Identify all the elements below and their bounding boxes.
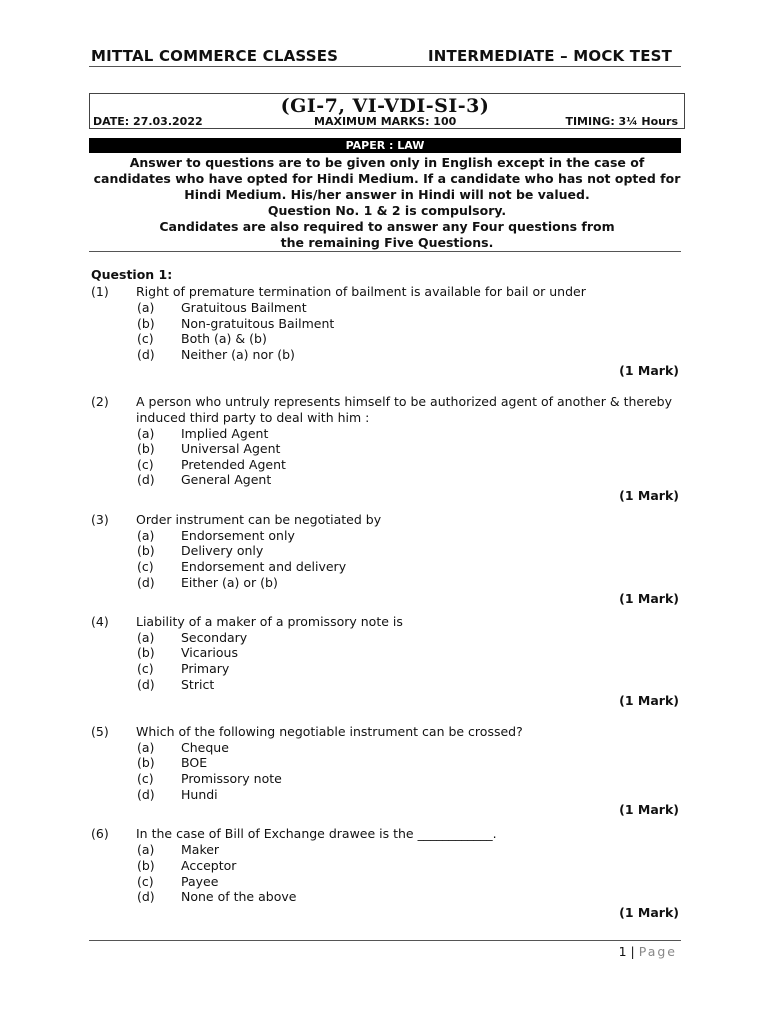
option-label: (c) (137, 661, 154, 676)
instruction-line: Candidates are also required to answer any Four questions from (159, 219, 615, 234)
question-text-line: Right of premature termination of bailment is available for bail or under (136, 284, 586, 299)
option-text: Promissory note (181, 771, 282, 786)
option-text: Primary (181, 661, 230, 676)
page-word: Page (638, 944, 677, 959)
question-text-line: Order instrument can be negotiated by (136, 512, 382, 527)
option-text: Endorsement and delivery (181, 559, 347, 574)
question-text-line: In the case of Bill of Exchange drawee is the ____________. (136, 826, 497, 841)
question-text (136, 614, 684, 630)
instruction-line: Answer to questions are to be given only in English except in the case of (129, 155, 645, 170)
option-text: Strict (181, 677, 215, 692)
option-text: Secondary (181, 630, 248, 645)
option-text: Maker (181, 842, 220, 857)
exam-code: (GI-7, VI-VDI-SI-3) (280, 95, 490, 117)
question-text (136, 512, 684, 528)
option-label: (c) (137, 331, 154, 346)
option-text: Acceptor (181, 858, 237, 873)
option-text: Either (a) or (b) (181, 575, 278, 590)
page-footer (619, 944, 677, 959)
question-number: (4) (91, 614, 109, 629)
question-text-line: Which of the following negotiable instrument can be crossed? (136, 724, 523, 739)
option-text: Gratuitous Bailment (181, 300, 307, 315)
question-mark: (1 Mark) (619, 591, 679, 606)
exam-max-marks: MAXIMUM MARKS: 100 (314, 115, 457, 128)
option-label: (a) (137, 842, 155, 857)
option-label: (b) (137, 316, 155, 331)
option-text: Neither (a) nor (b) (181, 347, 295, 362)
option-label: (d) (137, 889, 155, 904)
footer-rule (89, 940, 681, 941)
question-number: (2) (91, 394, 109, 409)
option-text: Both (a) & (b) (181, 331, 267, 346)
question-number: (5) (91, 724, 109, 739)
option-label: (b) (137, 645, 155, 660)
option-label: (b) (137, 858, 155, 873)
option-text: Delivery only (181, 543, 264, 558)
header-rule (89, 66, 681, 67)
question-text-line: A person who untruly represents himself to be authorized agent of another & thereby (136, 394, 672, 409)
option-text: Implied Agent (181, 426, 269, 441)
option-text: BOE (181, 755, 208, 770)
option-text: General Agent (181, 472, 272, 487)
option-text: Pretended Agent (181, 457, 286, 472)
option-label: (c) (137, 559, 154, 574)
option-label: (b) (137, 543, 155, 558)
question-text-line: Liability of a maker of a promissory note is (136, 614, 403, 629)
paper-bar: PAPER : LAW (89, 138, 681, 153)
instruction-line: Question No. 1 & 2 is compulsory. (267, 203, 507, 218)
option-label: (a) (137, 740, 155, 755)
option-label: (a) (137, 630, 155, 645)
option-label: (d) (137, 472, 155, 487)
page-separator: | (630, 944, 635, 959)
option-text: Vicarious (181, 645, 238, 660)
option-label: (b) (137, 441, 155, 456)
option-label: (d) (137, 347, 155, 362)
option-label: (b) (137, 755, 155, 770)
option-label: (d) (137, 575, 155, 590)
question-number: (6) (91, 826, 109, 841)
question-text (136, 284, 684, 300)
option-label: (a) (137, 528, 155, 543)
instructions-rule (89, 251, 681, 252)
exam-timing: TIMING: 3¼ Hours (565, 115, 678, 128)
instruction-line: Hindi Medium. His/her answer in Hindi will not be valued. (184, 187, 590, 202)
option-text: Cheque (181, 740, 229, 755)
instructions (89, 155, 685, 251)
question-mark: (1 Mark) (619, 693, 679, 708)
question-title: Question 1: (91, 267, 173, 282)
option-label: (a) (137, 300, 155, 315)
question-text (136, 724, 684, 740)
question-mark: (1 Mark) (619, 905, 679, 920)
option-label: (a) (137, 426, 155, 441)
question-mark: (1 Mark) (619, 488, 679, 503)
instruction-line: the remaining Five Questions. (280, 235, 494, 250)
option-label: (c) (137, 874, 154, 889)
option-label: (d) (137, 787, 155, 802)
question-number: (1) (91, 284, 109, 299)
question-text (136, 394, 684, 426)
page-number: 1 (618, 944, 627, 959)
option-text: Hundi (181, 787, 218, 802)
question-number: (3) (91, 512, 109, 527)
option-label: (c) (137, 771, 154, 786)
option-text: None of the above (181, 889, 297, 904)
option-text: Non-gratuitous Bailment (181, 316, 335, 331)
option-label: (c) (137, 457, 154, 472)
test-title: INTERMEDIATE – MOCK TEST (428, 47, 673, 65)
question-text (136, 826, 684, 842)
exam-date: DATE: 27.03.2022 (93, 115, 203, 128)
instruction-line: candidates who have opted for Hindi Medium. If a candidate who has not opted for (93, 171, 681, 186)
option-text: Endorsement only (181, 528, 295, 543)
option-label: (d) (137, 677, 155, 692)
institute-name: MITTAL COMMERCE CLASSES (91, 47, 339, 65)
question-mark: (1 Mark) (619, 802, 679, 817)
question-text-line: induced third party to deal with him : (136, 410, 370, 425)
question-mark: (1 Mark) (619, 363, 679, 378)
option-text: Universal Agent (181, 441, 281, 456)
option-text: Payee (181, 874, 219, 889)
